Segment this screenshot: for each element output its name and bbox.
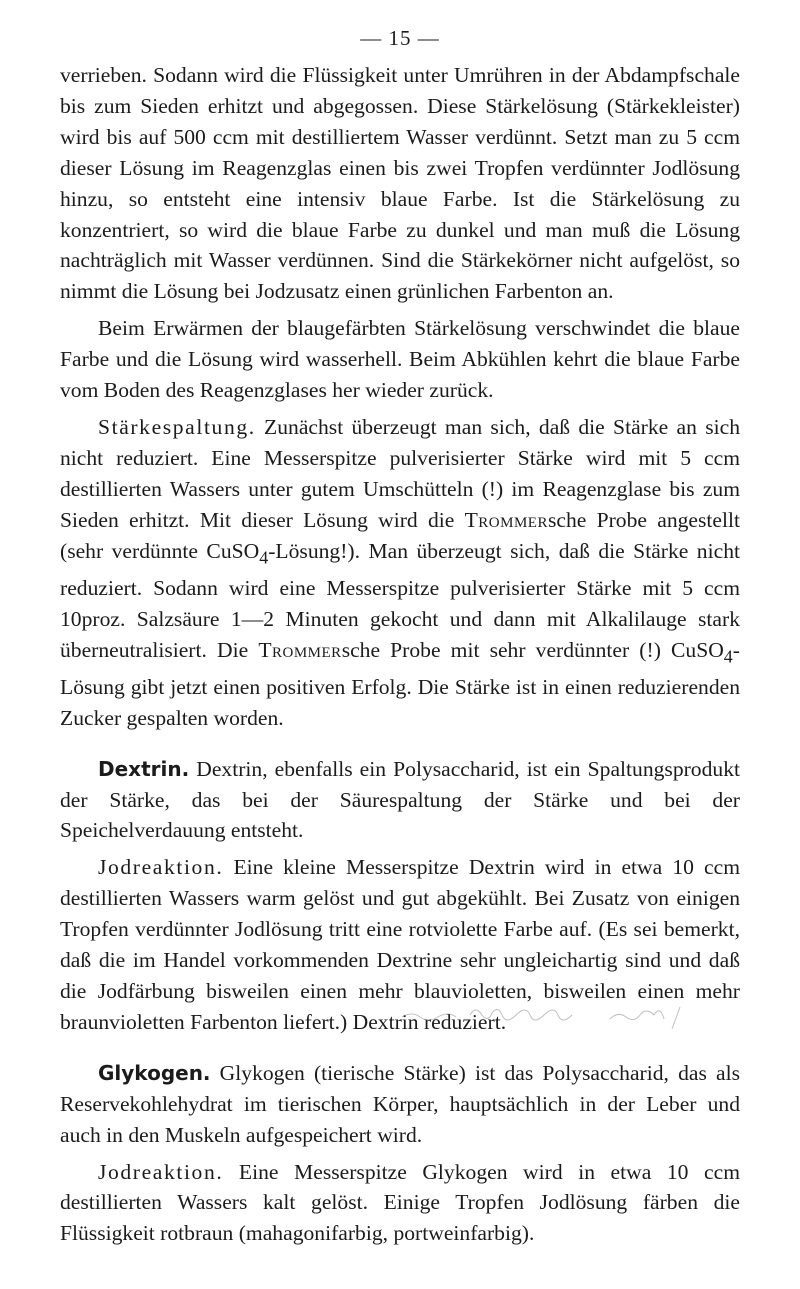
name-trommer: Trommer bbox=[258, 637, 342, 662]
heading-jodreaktion: Jodreaktion. bbox=[98, 855, 224, 880]
text-segment: Dextrin, ebenfalls ein Polysaccharid, ist ein Spaltungsprodukt der Stärke, das bei der Säurespaltung der Stärke und bei der Speichelverdauung entsteht. bbox=[60, 756, 740, 843]
text-segment: -Lösung!). Man überzeugt sich, daß die Stärke nicht reduziert. Sodann wird eine Messerspitze pulverisierter Stärke mit 5 ccm 10proz. Salzsäure 1—2 Minuten gekocht und dann mit Alkalilauge stark überneutralisiert. Die bbox=[60, 538, 740, 662]
page-number: — 15 — bbox=[360, 26, 440, 50]
heading-dextrin: Dextrin. bbox=[98, 756, 190, 781]
paragraph-dextrin-iodine bbox=[60, 852, 740, 1037]
paragraph-heating: Beim Erwärmen der blaugefärbten Stärkelösung verschwindet die blaue Farbe und die Lösung wird wasserhell. Beim Abkühlen kehrt die blaue Farbe vom Boden des Reagenzglases her wieder zurück. bbox=[60, 316, 740, 403]
paragraph-glykogen-iodine bbox=[60, 1157, 740, 1250]
heading-glykogen: Glykogen. bbox=[98, 1060, 211, 1085]
paragraph-dextrin bbox=[60, 754, 740, 847]
name-trommer: Trommer bbox=[464, 507, 548, 532]
text-segment: Zunächst überzeugt man sich, daß die Stärke an sich nicht reduziert. Eine Messerspitze pulverisierter Stärke wird mit 5 ccm destillierten Wassers unter gutem Umschütteln (!) im Reagenzglase bis zum Sieden erhitzt. Mit dieser Lösung wird die bbox=[60, 414, 740, 532]
heading-staerkespaltung: Stärkespaltung. bbox=[98, 414, 256, 439]
paragraph-starch-cleavage bbox=[60, 412, 740, 734]
text-segment: Eine Messerspitze Glykogen wird in etwa 10 ccm destillierten Wassers kalt gelöst. Einige Tropfen Jodlösung färben die Flüssigkeit rotbraun (mahagonifarbig, portweinfarbig). bbox=[60, 1159, 740, 1246]
text-segment: sche Probe angestellt (sehr verdünnte CuSO bbox=[60, 507, 740, 563]
text-segment: -Lösung gibt jetzt einen positiven Erfolg. Die Stärke ist in einen reduzierenden Zucker gespalten worden. bbox=[60, 637, 740, 730]
subscript: 4 bbox=[723, 645, 733, 666]
paragraph-starch-solution: verrieben. Sodann wird die Flüssigkeit unter Umrühren in der Abdampfschale bis zum Sieden erhitzt und abgegossen. Diese Stärkelösung (Stärkekleister) wird bis auf 500 ccm mit destilliertem Wasser verdünnt. Setzt man zu 5 ccm dieser Lösung im Reagenzglas einen bis zwei Tropfen verdünnter Jodlösung hinzu, so entsteht eine intensiv blaue Farbe. Ist die Stärkelösung zu konzentriert, so wird die blaue Farbe zu dunkel und man muß die Lösung nachträglich mit Wasser verdünnen. Sind die Stärkekörner nicht aufgelöst, so nimmt die Lösung bei Jodzusatz einen grünlichen Farbenton an. bbox=[60, 63, 740, 304]
text-segment: sche Probe mit sehr verdünnter (!) CuSO bbox=[341, 637, 724, 662]
paragraph-glykogen bbox=[60, 1058, 740, 1151]
section-gap bbox=[60, 740, 740, 754]
heading-jodreaktion: Jodreaktion. bbox=[98, 1159, 224, 1184]
text-segment: Glykogen (tierische Stärke) ist das Polysaccharid, das als Reservekohlehydrat im tierischen Körper, hauptsächlich in der Leber und auch in den Muskeln aufgespeichert wird. bbox=[60, 1060, 740, 1147]
subscript: 4 bbox=[259, 546, 269, 567]
section-gap bbox=[60, 1044, 740, 1058]
text-segment: Eine kleine Messerspitze Dextrin wird in etwa 10 ccm destillierten Wassers warm gelöst und gut abgekühlt. Bei Zusatz von einigen Tropfen verdünnter Jodlösung tritt eine rotviolette Farbe auf. (Es sei bemerkt, daß die im Handel vorkommenden Dextrine sehr ungleichartig sind und daß die Jodfärbung bisweilen einen mehr blauvioletten, bisweilen einen mehr braunvioletten Farbenton liefert.) Dextrin reduziert. bbox=[60, 855, 740, 1034]
